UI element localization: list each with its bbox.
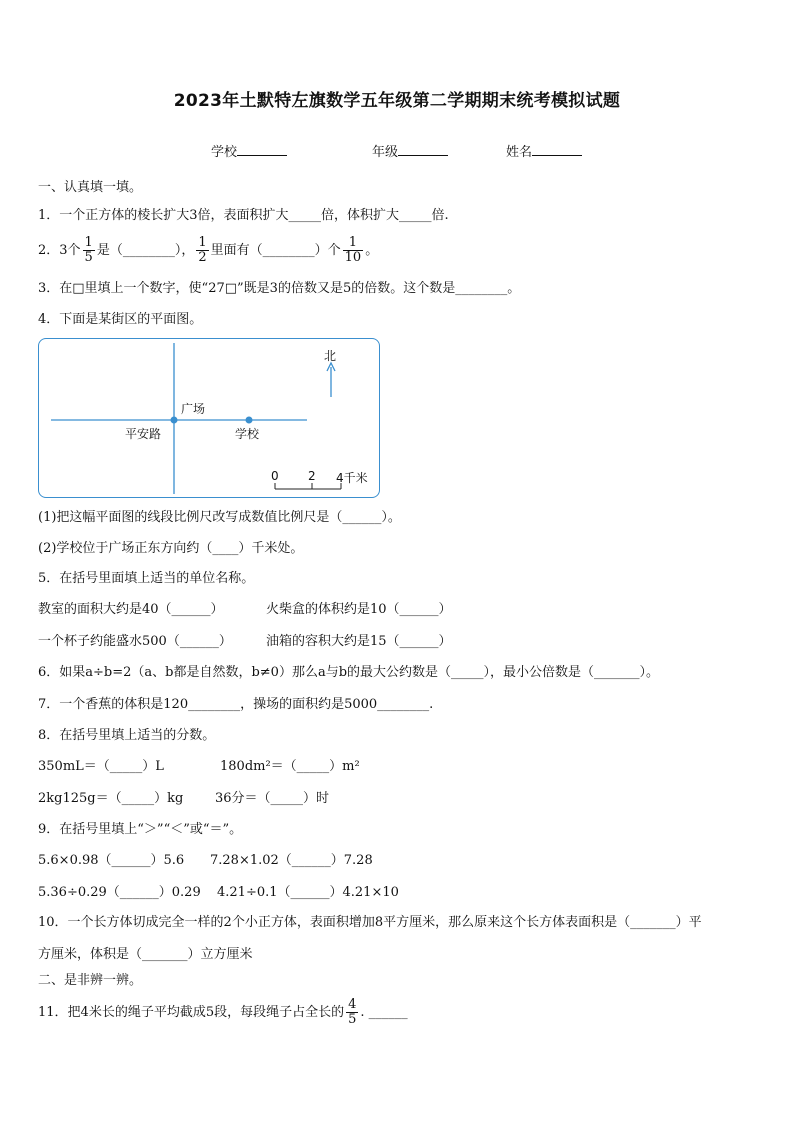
page-title: 2023年土默特左旗数学五年级第二学期期末统考模拟试题 [173,91,621,111]
square-point [171,417,178,424]
scale-label-4km: 4千米 [336,471,368,485]
q9-row-2-left: 5.36÷0.29（______）0.29 [38,885,201,900]
north-label: 北 [324,349,337,363]
q5-row-2-left: 一个杯子约能盛水500（______） [38,634,232,649]
school-point [246,417,253,424]
q2-text-c: 里面有（________）个 [210,243,341,258]
question-1: 1．一个正方体的棱长扩大3倍，表面积扩大_____倍，体积扩大_____倍. [38,208,449,223]
fraction-numerator: 4 [348,997,357,1012]
question-10-line-1: 10．一个长方体切成完全一样的2个小正方体，表面积增加8平方厘米，那么原来这个长方体表面积是（_______）平 [38,915,702,930]
q2-text-a: 2．3个 [38,243,81,258]
q8-row-1-left: 350mL＝（_____）L [38,759,164,774]
q8-row-2-right: 36分＝（_____）时 [215,791,330,806]
q5-row-1-right: 火柴盒的体积约是10（______） [266,602,452,617]
fraction-denominator: 2 [198,250,207,265]
school-label: 学校 [211,145,238,160]
question-4: 4．下面是某街区的平面图。 [38,312,203,327]
grade-blank[interactable] [398,143,448,156]
q2-text-d: 。 [365,243,379,258]
fraction-denominator: 5 [84,250,93,265]
question-2 [38,234,378,268]
name-label: 姓名 [506,145,533,160]
question-6: 6．如果a÷b=2（a、b都是自然数，b≠0）那么a与b的最大公约数是（_____），最小公倍数是（_______）。 [38,665,660,680]
fraction-numerator: 1 [198,235,207,250]
fraction-denominator: 5 [348,1012,357,1027]
section-heading-2: 二、是非辨一辨。 [38,973,143,988]
road-label: 平安路 [125,427,162,441]
scale-label-0: 0 [271,469,279,483]
q5-row-2-right: 油箱的容积大约是15（______） [266,634,452,649]
q8-row-1-right: 180dm²＝（_____）m² [220,759,360,774]
question-4-part-1: (1)把这幅平面图的线段比例尺改写成数值比例尺是（______）。 [38,510,401,525]
school-field [211,141,287,160]
school-label: 学校 [235,427,260,441]
question-7: 7．一个香蕉的体积是120________，操场的面积约是5000________. [38,697,434,712]
question-10-line-2: 方厘米，体积是（_______）立方厘米 [38,947,253,962]
scale-label-2: 2 [308,469,316,483]
question-9: 9．在括号里填上“＞”“＜”或“＝”。 [38,822,243,837]
fraction-1-2 [196,236,208,265]
question-4-part-2: (2)学校位于广场正东方向约（____）千米处。 [38,541,304,556]
question-5: 5．在括号里面填上适当的单位名称。 [38,571,255,586]
section-heading-1: 一、认真填一填。 [38,180,143,195]
q9-row-1-left: 5.6×0.98（______）5.6 [38,853,185,868]
fraction-denominator: 10 [344,250,362,265]
question-3: 3．在□里填上一个数字，使“27□”既是3的倍数又是5的倍数。这个数是________。 [38,281,521,296]
q9-row-1-right: 7.28×1.02（______）7.28 [210,853,373,868]
question-8: 8．在括号里填上适当的分数。 [38,728,216,743]
q11-text-a: 11．把4米长的绳子平均截成5段，每段绳子占全长的 [38,1005,345,1020]
fraction-1-10 [343,236,364,265]
street-map [38,338,380,498]
school-blank[interactable] [237,143,287,156]
name-blank[interactable] [532,143,582,156]
fraction-numerator: 1 [84,235,93,250]
question-11 [38,996,408,1030]
fraction-numerator: 1 [348,235,358,250]
q2-text-b: 是（________）， [96,243,195,258]
square-label: 广场 [181,402,206,416]
q9-row-2-right: 4.21÷0.1（______）4.21×10 [217,885,399,900]
q8-row-2-left: 2kg125g＝（_____）kg [38,791,184,806]
name-field [506,141,582,160]
q5-row-1-left: 教室的面积大约是40（______） [38,602,224,617]
fraction-1-5 [83,236,95,265]
grade-label: 年级 [372,145,399,160]
grade-field [372,141,448,160]
fraction-4-5 [346,998,358,1027]
q11-text-b: . ______ [360,1005,408,1020]
